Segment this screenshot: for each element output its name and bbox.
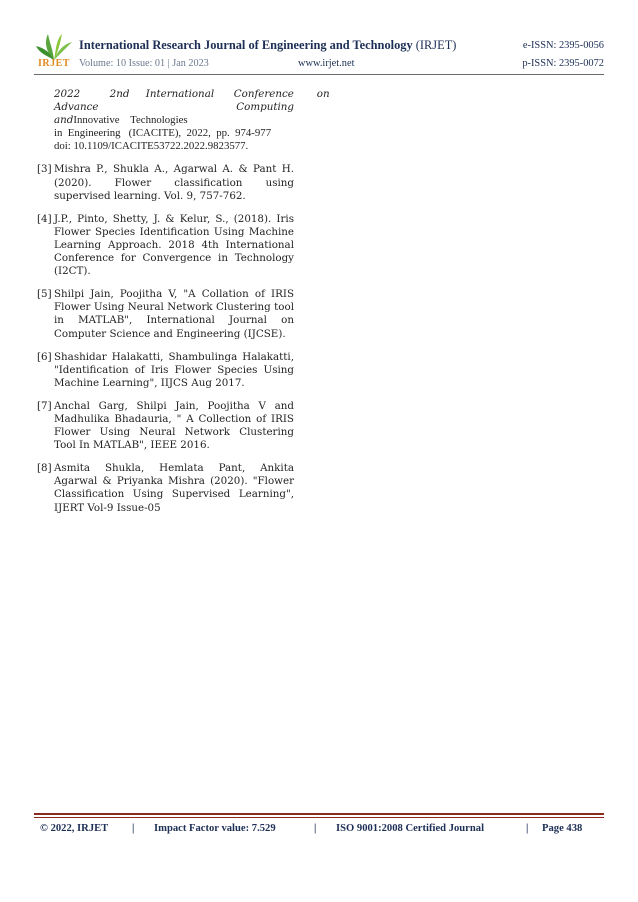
reference-continuation — [37, 88, 330, 153]
reference-number: [5] — [37, 288, 52, 301]
footer-copyright: © 2022, IRJET — [40, 823, 109, 834]
reference-item — [37, 163, 294, 202]
header-divider — [34, 74, 604, 75]
references-column — [37, 88, 330, 525]
footer-impact-factor: Impact Factor value: 7.529 — [154, 823, 276, 834]
logo-text: IRJET — [38, 58, 70, 69]
footer-page-number: Page 438 — [542, 823, 583, 834]
journal-website: www.irjet.net — [298, 58, 355, 69]
reference-number: [4] — [37, 212, 52, 225]
reference-text: Shilpi Jain, Poojitha V, "A Collation of IRIS Flower Using Neural Network Clustering tool in MATLAB", International Journal on Computer Science and Engineering (IJCSE). — [54, 288, 294, 340]
reference-number: [6] — [37, 350, 52, 363]
reference-item — [37, 462, 294, 514]
volume-issue: Volume: 10 Issue: 01 | Jan 2023 — [79, 58, 209, 69]
reference-number: [7] — [37, 399, 52, 412]
reference-number: [8] — [37, 462, 52, 475]
reference-text: Shashidar Halakatti, Shambulinga Halakatti, "Identification of Iris Flower Species Using Machine Learning", IIJCS Aug 2017. — [54, 350, 294, 389]
footer-separator: | — [526, 823, 529, 834]
continuation-line: in Engineering (ICACITE), 2022, pp. 974-977 — [54, 127, 272, 140]
reference-number: [3] — [37, 163, 52, 176]
reference-item — [37, 213, 294, 278]
footer-divider — [34, 817, 604, 818]
pissn: p-ISSN: 2395-0072 — [522, 58, 604, 69]
reference-item — [37, 400, 294, 452]
footer-separator: | — [132, 823, 135, 834]
page-header — [34, 30, 606, 74]
continuation-line: Advance Computing andInnovative Technologies — [54, 101, 294, 127]
footer-divider — [34, 813, 604, 815]
continuation-line: 2022 2nd International Conference on — [54, 88, 330, 100]
footer-separator: | — [314, 823, 317, 834]
reference-item — [37, 288, 294, 340]
reference-text: J.P., Pinto, Shetty, J. & Kelur, S., (2018). Iris Flower Species Identification Using Machine Learning Approach. 2018 4th International Conference for Convergence in Technology (I2CT). — [54, 212, 294, 278]
continuation-line: doi: 10.1109/ICACITE53722.2022.9823577. — [54, 140, 249, 153]
eissn: e-ISSN: 2395-0056 — [522, 40, 604, 51]
reference-text: Anchal Garg, Shilpi Jain, Poojitha V and Madhulika Bhadauria, " A Collection of IRIS Flower Using Neural Network Clustering Tool In MATLAB", IEEE 2016. — [54, 399, 294, 452]
reference-text: Mishra P., Shukla A., Agarwal A. & Pant H. (2020). Flower classification using supervised learning. Vol. 9, 757-762. — [54, 163, 294, 202]
journal-abbr: (IRJET) — [415, 38, 457, 52]
footer-iso: ISO 9001:2008 Certified Journal — [336, 823, 485, 834]
reference-text: Asmita Shukla, Hemlata Pant, Ankita Agarwal & Priyanka Mishra (2020). "Flower Classification Using Supervised Learning", IJERT Vol-9 Issue-05 — [54, 462, 294, 514]
journal-title: International Research Journal of Engineering and Technology (IRJET) — [79, 38, 457, 52]
reference-item — [37, 351, 294, 390]
